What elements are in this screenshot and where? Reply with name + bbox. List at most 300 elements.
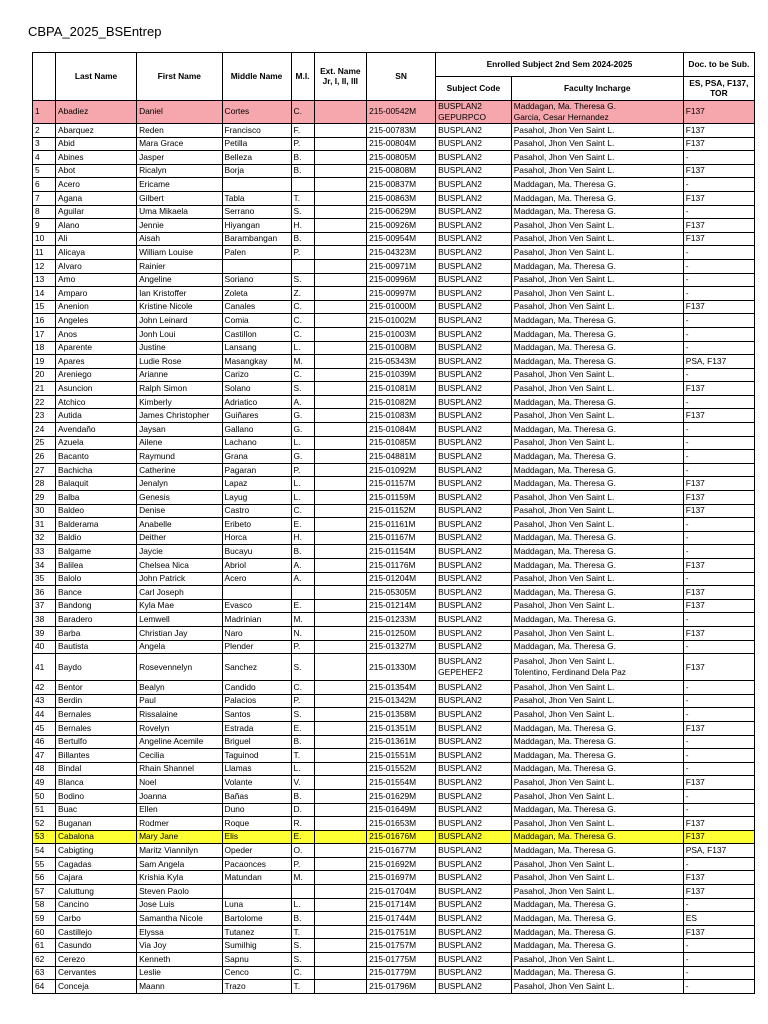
table-row bbox=[33, 327, 755, 341]
first-name-cell: Anabelle bbox=[137, 518, 222, 532]
doc-cell: - bbox=[683, 749, 754, 763]
mi-cell: L. bbox=[291, 341, 314, 355]
mi-cell: P. bbox=[291, 246, 314, 260]
mi-cell: C. bbox=[291, 681, 314, 695]
faculty-cell: Pasahol, Jhon Ven Saint L. bbox=[511, 300, 683, 314]
faculty-cell: Maddagan, Ma. Theresa G. bbox=[511, 314, 683, 328]
sn-cell: 215-01003M bbox=[367, 327, 436, 341]
mi-cell: E. bbox=[291, 830, 314, 844]
last-name-cell: Azuela bbox=[56, 436, 137, 450]
sn-cell: 215-01330M bbox=[367, 654, 436, 681]
sn-cell: 215-01082M bbox=[367, 395, 436, 409]
first-name-cell: Sam Angela bbox=[137, 857, 222, 871]
table-row bbox=[33, 708, 755, 722]
row-number: 3 bbox=[33, 137, 56, 151]
row-number: 49 bbox=[33, 776, 56, 790]
middle-name-cell: Trazo bbox=[222, 980, 291, 994]
ext-name-cell bbox=[314, 830, 367, 844]
sn-cell: 215-01653M bbox=[367, 817, 436, 831]
mi-cell: L. bbox=[291, 436, 314, 450]
table-row bbox=[33, 912, 755, 926]
sn-cell: 215-01744M bbox=[367, 912, 436, 926]
first-name-cell: Jennie bbox=[137, 219, 222, 233]
faculty-cell: Maddagan, Ma. Theresa G. bbox=[511, 178, 683, 192]
row-number: 29 bbox=[33, 491, 56, 505]
faculty-cell: Maddagan, Ma. Theresa G. bbox=[511, 939, 683, 953]
last-name-cell: Cervantes bbox=[56, 966, 137, 980]
faculty-cell: Maddagan, Ma. Theresa G. bbox=[511, 327, 683, 341]
mi-cell: C. bbox=[291, 368, 314, 382]
last-name-cell: Castillejo bbox=[56, 925, 137, 939]
ext-name-cell bbox=[314, 857, 367, 871]
ext-name-cell bbox=[314, 572, 367, 586]
doc-cell: - bbox=[683, 259, 754, 273]
last-name-cell: Alvaro bbox=[56, 259, 137, 273]
subject-code-cell-line-2: GEPEHEF2 bbox=[438, 667, 483, 678]
first-name-cell: Kristine Nicole bbox=[137, 300, 222, 314]
first-name-cell: Rovelyn bbox=[137, 721, 222, 735]
first-name-cell: Raymund bbox=[137, 450, 222, 464]
table-row bbox=[33, 817, 755, 831]
doc-cell: - bbox=[683, 287, 754, 301]
first-name-cell: Aisah bbox=[137, 232, 222, 246]
mi-cell: F. bbox=[291, 124, 314, 138]
doc-cell: F137 bbox=[683, 599, 754, 613]
doc-cell: - bbox=[683, 789, 754, 803]
middle-name-cell: Duno bbox=[222, 803, 291, 817]
doc-cell: - bbox=[683, 368, 754, 382]
row-number: 34 bbox=[33, 559, 56, 573]
middle-name-cell: Bañas bbox=[222, 789, 291, 803]
ext-name-cell bbox=[314, 559, 367, 573]
subject-code-cell: BUSPLAN2 bbox=[436, 953, 512, 967]
last-name-cell: Cancino bbox=[56, 898, 137, 912]
doc-cell: - bbox=[683, 314, 754, 328]
first-name-cell: Jonh Loui bbox=[137, 327, 222, 341]
doc-cell: F137 bbox=[683, 776, 754, 790]
ext-name-cell bbox=[314, 219, 367, 233]
last-name-cell: Abot bbox=[56, 164, 137, 178]
first-name-cell: Lemwell bbox=[137, 613, 222, 627]
middle-name-cell: Petilla bbox=[222, 137, 291, 151]
mi-cell: M. bbox=[291, 355, 314, 369]
row-number: 24 bbox=[33, 423, 56, 437]
table-row bbox=[33, 830, 755, 844]
table-row bbox=[33, 259, 755, 273]
mi-cell: C. bbox=[291, 504, 314, 518]
sn-cell: 215-01692M bbox=[367, 857, 436, 871]
sn-cell: 215-00971M bbox=[367, 259, 436, 273]
doc-cell: F137 bbox=[683, 164, 754, 178]
last-name-cell: Balderama bbox=[56, 518, 137, 532]
subject-code-cell: BUSPLAN2 bbox=[436, 205, 512, 219]
last-name-cell: Autida bbox=[56, 409, 137, 423]
first-name-cell: Jaysan bbox=[137, 423, 222, 437]
ext-name-cell bbox=[314, 545, 367, 559]
faculty-cell: Pasahol, Jhon Ven Saint L. bbox=[511, 871, 683, 885]
header-doc-to-submit: Doc. to be Sub. bbox=[683, 53, 754, 77]
sn-cell: 215-01775M bbox=[367, 953, 436, 967]
doc-cell: - bbox=[683, 395, 754, 409]
last-name-cell: Bautista bbox=[56, 640, 137, 654]
mi-cell: G. bbox=[291, 423, 314, 437]
middle-name-cell: Abriol bbox=[222, 559, 291, 573]
faculty-cell: Pasahol, Jhon Ven Saint L. bbox=[511, 789, 683, 803]
first-name-cell: Bealyn bbox=[137, 681, 222, 695]
table-row bbox=[33, 314, 755, 328]
sn-cell: 215-00805M bbox=[367, 151, 436, 165]
faculty-cell: Maddagan, Ma. Theresa G. bbox=[511, 450, 683, 464]
ext-name-cell bbox=[314, 314, 367, 328]
row-number: 23 bbox=[33, 409, 56, 423]
doc-cell: F137 bbox=[683, 586, 754, 600]
last-name-cell: Anenion bbox=[56, 300, 137, 314]
doc-cell: F137 bbox=[683, 721, 754, 735]
sn-cell: 215-01649M bbox=[367, 803, 436, 817]
mi-cell: C. bbox=[291, 966, 314, 980]
first-name-cell: Ludie Rose bbox=[137, 355, 222, 369]
last-name-cell: Buac bbox=[56, 803, 137, 817]
faculty-cell: Maddagan, Ma. Theresa G. bbox=[511, 463, 683, 477]
middle-name-cell: Tutanez bbox=[222, 925, 291, 939]
subject-code-cell: BUSPLAN2 bbox=[436, 708, 512, 722]
sn-cell: 215-01000M bbox=[367, 300, 436, 314]
last-name-cell: Cerezo bbox=[56, 953, 137, 967]
table-row bbox=[33, 491, 755, 505]
middle-name-cell: Lansang bbox=[222, 341, 291, 355]
middle-name-cell: Castro bbox=[222, 504, 291, 518]
ext-name-cell bbox=[314, 382, 367, 396]
last-name-cell: Balba bbox=[56, 491, 137, 505]
subject-code-cell: BUSPLAN2 bbox=[436, 776, 512, 790]
subject-code-cell: BUSPLAN2 bbox=[436, 137, 512, 151]
faculty-cell: Maddagan, Ma. Theresa G. bbox=[511, 966, 683, 980]
faculty-cell: Maddagan, Ma. Theresa G. bbox=[511, 898, 683, 912]
ext-name-cell bbox=[314, 885, 367, 899]
subject-code-cell-line-2: GEPURPCO bbox=[438, 112, 487, 122]
faculty-cell: Maddagan, Ma. Theresa G. bbox=[511, 531, 683, 545]
row-number: 57 bbox=[33, 885, 56, 899]
ext-name-cell bbox=[314, 613, 367, 627]
mi-cell: G. bbox=[291, 450, 314, 464]
first-name-cell: Angeline Acemile bbox=[137, 735, 222, 749]
faculty-cell: Maddagan, Ma. Theresa G. bbox=[511, 762, 683, 776]
mi-cell: M. bbox=[291, 613, 314, 627]
mi-cell: C. bbox=[291, 101, 314, 124]
sn-cell: 215-00629M bbox=[367, 205, 436, 219]
subject-code-cell: BUSPLAN2 bbox=[436, 219, 512, 233]
row-number: 30 bbox=[33, 504, 56, 518]
ext-name-cell bbox=[314, 450, 367, 464]
ext-name-cell bbox=[314, 789, 367, 803]
row-number: 27 bbox=[33, 463, 56, 477]
sn-cell: 215-01629M bbox=[367, 789, 436, 803]
first-name-cell: Uma Mikaela bbox=[137, 205, 222, 219]
table-row bbox=[33, 721, 755, 735]
row-number: 50 bbox=[33, 789, 56, 803]
table-row bbox=[33, 898, 755, 912]
last-name-cell: Bertulfo bbox=[56, 735, 137, 749]
faculty-cell-line-1: Maddagan, Ma. Theresa G. bbox=[513, 101, 616, 111]
first-name-cell: Gilbert bbox=[137, 191, 222, 205]
sn-cell: 215-00863M bbox=[367, 191, 436, 205]
last-name-cell: Berdin bbox=[56, 694, 137, 708]
middle-name-cell: Matundan bbox=[222, 871, 291, 885]
middle-name-cell: Francisco bbox=[222, 124, 291, 138]
ext-name-cell bbox=[314, 368, 367, 382]
row-number: 47 bbox=[33, 749, 56, 763]
mi-cell: T. bbox=[291, 191, 314, 205]
sn-cell: 215-01714M bbox=[367, 898, 436, 912]
sn-cell: 215-04323M bbox=[367, 246, 436, 260]
subject-code-cell: BUSPLAN2 bbox=[436, 409, 512, 423]
subject-code-cell: BUSPLAN2 bbox=[436, 803, 512, 817]
doc-cell: - bbox=[683, 436, 754, 450]
faculty-cell: Maddagan, Ma. Theresa G. bbox=[511, 191, 683, 205]
last-name-cell: Caluttung bbox=[56, 885, 137, 899]
faculty-cell: Pasahol, Jhon Ven Saint L. bbox=[511, 287, 683, 301]
row-number: 20 bbox=[33, 368, 56, 382]
ext-name-cell bbox=[314, 164, 367, 178]
middle-name-cell: Lapaz bbox=[222, 477, 291, 491]
middle-name-cell: Belleza bbox=[222, 151, 291, 165]
doc-cell: ES bbox=[683, 912, 754, 926]
doc-cell: - bbox=[683, 450, 754, 464]
subject-code-cell: BUSPLAN2 bbox=[436, 572, 512, 586]
ext-name-cell bbox=[314, 273, 367, 287]
table-row bbox=[33, 857, 755, 871]
mi-cell: Z. bbox=[291, 287, 314, 301]
row-number: 8 bbox=[33, 205, 56, 219]
subject-code-cell: BUSPLAN2 bbox=[436, 857, 512, 871]
ext-name-cell bbox=[314, 191, 367, 205]
sn-cell: 215-05305M bbox=[367, 586, 436, 600]
row-number: 63 bbox=[33, 966, 56, 980]
row-number: 22 bbox=[33, 395, 56, 409]
table-row bbox=[33, 871, 755, 885]
table-row bbox=[33, 789, 755, 803]
doc-cell: - bbox=[683, 246, 754, 260]
first-name-cell: Justine bbox=[137, 341, 222, 355]
subject-code-cell: BUSPLAN2 bbox=[436, 191, 512, 205]
table-row bbox=[33, 980, 755, 994]
row-number: 5 bbox=[33, 164, 56, 178]
last-name-cell: Asuncion bbox=[56, 382, 137, 396]
subject-code-cell: BUSPLAN2 bbox=[436, 504, 512, 518]
row-number: 52 bbox=[33, 817, 56, 831]
row-number: 17 bbox=[33, 327, 56, 341]
first-name-cell: Daniel bbox=[137, 101, 222, 124]
sn-cell: 215-01552M bbox=[367, 762, 436, 776]
middle-name-cell: Taguinod bbox=[222, 749, 291, 763]
row-number: 18 bbox=[33, 341, 56, 355]
faculty-cell: Pasahol, Jhon Ven Saint L. bbox=[511, 382, 683, 396]
ext-name-cell bbox=[314, 395, 367, 409]
row-number: 7 bbox=[33, 191, 56, 205]
row-number: 45 bbox=[33, 721, 56, 735]
table-row bbox=[33, 178, 755, 192]
middle-name-cell: Luna bbox=[222, 898, 291, 912]
last-name-cell: Baydo bbox=[56, 654, 137, 681]
subject-code-cell: BUSPLAN2 bbox=[436, 559, 512, 573]
mi-cell: T. bbox=[291, 980, 314, 994]
row-number: 56 bbox=[33, 871, 56, 885]
faculty-cell: Pasahol, Jhon Ven Saint L. bbox=[511, 776, 683, 790]
doc-cell: - bbox=[683, 545, 754, 559]
sn-cell: 215-01002M bbox=[367, 314, 436, 328]
doc-cell: PSA, F137 bbox=[683, 844, 754, 858]
table-row bbox=[33, 844, 755, 858]
row-number: 14 bbox=[33, 287, 56, 301]
sn-cell: 215-01354M bbox=[367, 681, 436, 695]
faculty-cell: Maddagan, Ma. Theresa G. bbox=[511, 749, 683, 763]
mi-cell: V. bbox=[291, 776, 314, 790]
ext-name-cell bbox=[314, 912, 367, 926]
faculty-cell: Maddagan, Ma. Theresa G. bbox=[511, 803, 683, 817]
middle-name-cell: Barambangan bbox=[222, 232, 291, 246]
doc-cell: F137 bbox=[683, 232, 754, 246]
doc-cell: - bbox=[683, 273, 754, 287]
faculty-cell: Maddagan, Ma. Theresa G. bbox=[511, 355, 683, 369]
row-number: 21 bbox=[33, 382, 56, 396]
table-row bbox=[33, 151, 755, 165]
mi-cell bbox=[291, 586, 314, 600]
first-name-cell: Jaycie bbox=[137, 545, 222, 559]
ext-name-cell bbox=[314, 735, 367, 749]
first-name-cell: Kenneth bbox=[137, 953, 222, 967]
table-row bbox=[33, 355, 755, 369]
doc-cell: - bbox=[683, 857, 754, 871]
middle-name-cell: Naro bbox=[222, 626, 291, 640]
sn-cell: 215-01358M bbox=[367, 708, 436, 722]
mi-cell: E. bbox=[291, 518, 314, 532]
subject-code-cell: BUSPLAN2 bbox=[436, 694, 512, 708]
table-row bbox=[33, 681, 755, 695]
subject-code-cell: BUSPLAN2 bbox=[436, 613, 512, 627]
middle-name-cell: Comia bbox=[222, 314, 291, 328]
doc-cell: F137 bbox=[683, 101, 754, 124]
ext-name-cell bbox=[314, 953, 367, 967]
last-name-cell: Cabigting bbox=[56, 844, 137, 858]
ext-name-cell bbox=[314, 259, 367, 273]
subject-code-cell: BUSPLAN2 bbox=[436, 599, 512, 613]
mi-cell: P. bbox=[291, 694, 314, 708]
last-name-cell: Abid bbox=[56, 137, 137, 151]
subject-code-cell: BUSPLAN2 bbox=[436, 518, 512, 532]
subject-code-cell: BUSPLAN2 bbox=[436, 817, 512, 831]
subject-code-cell: BUSPLAN2 bbox=[436, 762, 512, 776]
ext-name-cell bbox=[314, 287, 367, 301]
sn-cell: 215-00542M bbox=[367, 101, 436, 124]
doc-cell: F137 bbox=[683, 124, 754, 138]
middle-name-cell: Plender bbox=[222, 640, 291, 654]
mi-cell: T. bbox=[291, 749, 314, 763]
table-row bbox=[33, 423, 755, 437]
sn-cell: 215-00926M bbox=[367, 219, 436, 233]
first-name-cell: Catherine bbox=[137, 463, 222, 477]
faculty-cell: Pasahol, Jhon Ven Saint L. bbox=[511, 953, 683, 967]
subject-code-cell: BUSPLAN2 bbox=[436, 626, 512, 640]
ext-name-cell bbox=[314, 300, 367, 314]
table-row bbox=[33, 572, 755, 586]
faculty-cell: Pasahol, Jhon Ven Saint L. bbox=[511, 409, 683, 423]
faculty-cell: Pasahol, Jhon Ven Saint L. bbox=[511, 164, 683, 178]
header-doc-types: ES, PSA, F137, TOR bbox=[683, 77, 754, 101]
faculty-cell: Maddagan, Ma. Theresa G. bbox=[511, 735, 683, 749]
doc-cell: F137 bbox=[683, 491, 754, 505]
sn-cell: 215-01361M bbox=[367, 735, 436, 749]
ext-name-cell bbox=[314, 518, 367, 532]
ext-name-cell bbox=[314, 409, 367, 423]
middle-name-cell: Serrano bbox=[222, 205, 291, 219]
mi-cell: B. bbox=[291, 912, 314, 926]
subject-code-cell: BUSPLAN2 bbox=[436, 314, 512, 328]
mi-cell: R. bbox=[291, 817, 314, 831]
ext-name-cell bbox=[314, 491, 367, 505]
doc-cell: - bbox=[683, 735, 754, 749]
table-row bbox=[33, 640, 755, 654]
table-row bbox=[33, 586, 755, 600]
subject-code-cell: BUSPLAN2 bbox=[436, 735, 512, 749]
last-name-cell: Bodino bbox=[56, 789, 137, 803]
row-number: 10 bbox=[33, 232, 56, 246]
middle-name-cell: Sanchez bbox=[222, 654, 291, 681]
subject-code-cell: BUSPLAN2 bbox=[436, 681, 512, 695]
sn-cell: 215-01796M bbox=[367, 980, 436, 994]
faculty-cell: Maddagan, Ma. Theresa G. bbox=[511, 721, 683, 735]
row-number: 48 bbox=[33, 762, 56, 776]
sn-cell: 215-01233M bbox=[367, 613, 436, 627]
last-name-cell: Avendaño bbox=[56, 423, 137, 437]
middle-name-cell: Borja bbox=[222, 164, 291, 178]
doc-cell: F137 bbox=[683, 830, 754, 844]
table-row bbox=[33, 613, 755, 627]
mi-cell: P. bbox=[291, 137, 314, 151]
last-name-cell: Bacanto bbox=[56, 450, 137, 464]
table-row bbox=[33, 205, 755, 219]
table-row bbox=[33, 939, 755, 953]
faculty-cell: Pasahol, Jhon Ven Saint L. bbox=[511, 572, 683, 586]
document-title: CBPA_2025_BSEntrep bbox=[28, 24, 162, 39]
row-number: 51 bbox=[33, 803, 56, 817]
row-number: 55 bbox=[33, 857, 56, 871]
row-number: 36 bbox=[33, 586, 56, 600]
middle-name-cell bbox=[222, 885, 291, 899]
mi-cell: C. bbox=[291, 314, 314, 328]
table-row bbox=[33, 232, 755, 246]
middle-name-cell: Palen bbox=[222, 246, 291, 260]
sn-cell: 215-01167M bbox=[367, 531, 436, 545]
subject-code-cell: BUSPLAN2 bbox=[436, 871, 512, 885]
last-name-cell: Baradero bbox=[56, 613, 137, 627]
last-name-cell: Balilea bbox=[56, 559, 137, 573]
header-enrolled-subject: Enrolled Subject 2nd Sem 2024-2025 bbox=[436, 53, 684, 77]
table-row bbox=[33, 191, 755, 205]
table-row bbox=[33, 246, 755, 260]
doc-cell: - bbox=[683, 762, 754, 776]
doc-cell: - bbox=[683, 708, 754, 722]
ext-name-cell bbox=[314, 586, 367, 600]
mi-cell: H. bbox=[291, 219, 314, 233]
doc-cell: F137 bbox=[683, 885, 754, 899]
middle-name-cell: Hiyangan bbox=[222, 219, 291, 233]
doc-cell: - bbox=[683, 681, 754, 695]
ext-name-cell bbox=[314, 504, 367, 518]
ext-name-cell bbox=[314, 694, 367, 708]
sn-cell: 215-05343M bbox=[367, 355, 436, 369]
mi-cell: S. bbox=[291, 953, 314, 967]
table-row bbox=[33, 219, 755, 233]
